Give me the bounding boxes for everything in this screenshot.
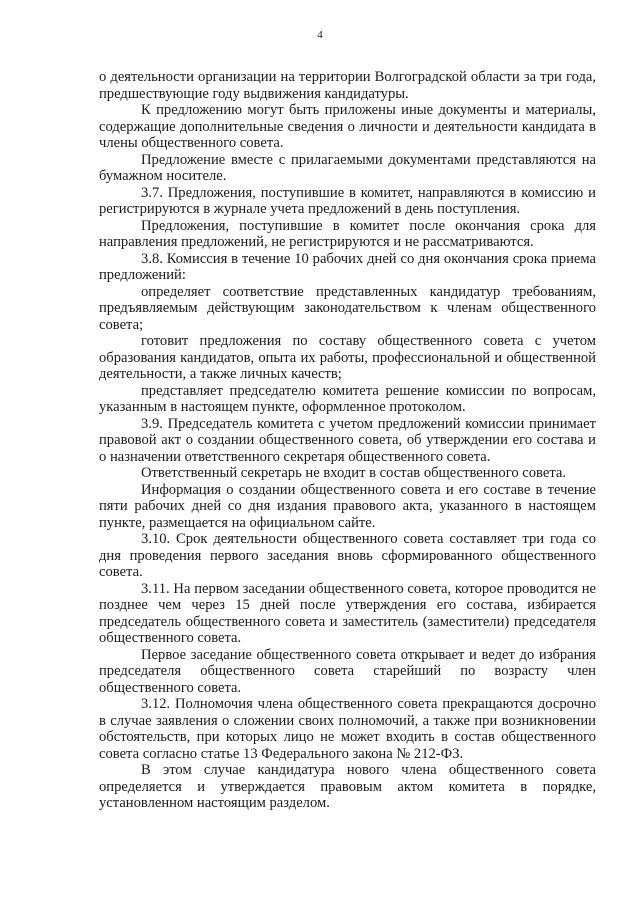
paragraph: Предложение вместе с прилагаемыми документами представляются на бумажном носителе.	[99, 151, 596, 184]
paragraph: представляет председателю комитета решение комиссии по вопросам, указанным в настоящем пункте, оформленное протоколом.	[99, 382, 596, 415]
paragraph: 3.9. Председатель комитета с учетом предложений комиссии принимает правовой акт о создании общественного совета, об утверждении его состава и о назначении ответственного секретаря общественного совета.	[99, 415, 596, 465]
paragraph: о деятельности организации на территории Волгоградской области за три года, предшествующие году выдвижения кандидатуры.	[99, 69, 596, 102]
page-number: 4	[317, 29, 323, 41]
paragraph: 3.12. Полномочия члена общественного совета прекращаются досрочно в случае заявления о сложении своих полномочий, а также при возникновении обстоятельств, при которых лицо не может входить в состав общественного совета согласно статье 13 Федерального закона № 212-ФЗ.	[99, 696, 596, 762]
paragraph: Ответственный секретарь не входит в состав общественного совета.	[141, 465, 567, 481]
paragraph: 3.7. Предложения, поступившие в комитет, направляются в комиссию и регистрируются в журнале учета предложений в день поступления.	[99, 184, 596, 217]
paragraph: В этом случае кандидатура нового члена общественного совета определяется и утверждается правовым актом комитета в порядке, установленном настоящим разделом.	[99, 762, 596, 811]
paragraph: готовит предложения по составу общественного совета с учетом образования кандидатов, опыта их работы, профессиональной и общественной деятельности, а также личных качеств;	[99, 333, 596, 382]
paragraph: Первое заседание общественного совета открывает и ведет до избрания председателя общественного совета старейший по возрасту член общественного совета.	[99, 646, 596, 696]
paragraph: 3.10. Срок деятельности общественного совета составляет три года со дня проведения первого заседания вновь сформированного общественного совета.	[99, 531, 596, 580]
paragraph: 3.8. Комиссия в течение 10 рабочих дней со дня окончания срока приема предложений:	[99, 250, 596, 283]
paragraph: определяет соответствие представленных кандидатур требованиям, предъявляемым действующим законодательством к членам общественного совета;	[99, 283, 596, 333]
document-body	[99, 69, 596, 812]
paragraph: Предложения, поступившие в комитет после окончания срока для направления предложений, не регистрируются и не рассматриваются.	[99, 217, 596, 250]
paragraph: Информация о создании общественного совета и его составе в течение пяти рабочих дней со дня издания правового акта, указанного в настоящем пункте, размещается на официальном сайте.	[99, 481, 596, 531]
paragraph: К предложению могут быть приложены иные документы и материалы, содержащие дополнительные сведения о личности и деятельности кандидата в члены общественного совета.	[99, 102, 596, 151]
paragraph: 3.11. На первом заседании общественного совета, которое проводится не позднее чем через 15 дней после утверждения его состава, избирается председатель общественного совета и заместитель (заместители) председателя общественного совета.	[99, 580, 596, 646]
